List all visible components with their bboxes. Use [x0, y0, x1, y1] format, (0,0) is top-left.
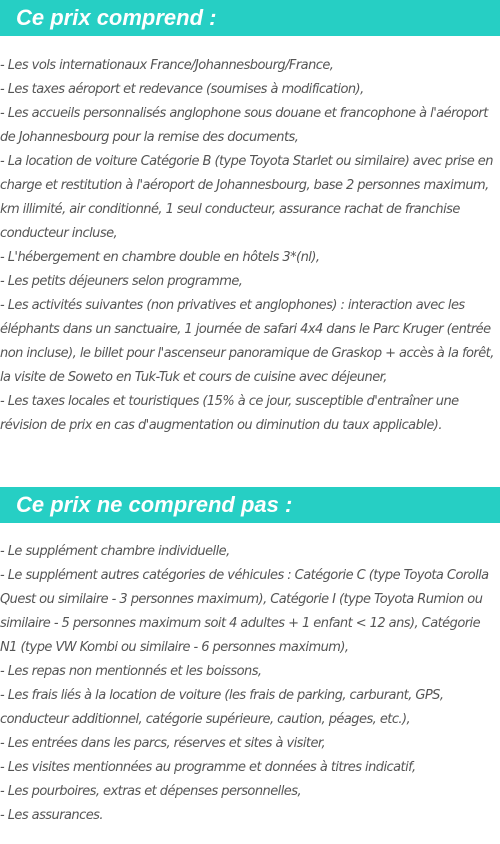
list-item: - L'hébergement en chambre double en hôtels 3*(nl),: [0, 250, 320, 265]
excluded-section-title: Ce prix ne comprend pas :: [0, 487, 500, 523]
list-item: - La location de voiture Catégorie B (type Toyota Starlet ou similaire) avec prise en charge et restitution à l'aéroport de Johannesbourg, base 2 personnes maximum, km illimité, air conditionné, 1 seul conducteur, assurance rachat de franchise conducteur incluse,: [0, 154, 493, 241]
list-item: - Les accueils personnalisés anglophone sous douane et francophone à l'aéroport de Johannesbourg pour la remise des documents,: [0, 106, 488, 145]
list-item: - Les taxes locales et touristiques (15% à ce jour, susceptible d'entraîner une révision de prix en cas d'augmentation ou diminution du taux applicable).: [0, 394, 459, 433]
included-list: [0, 54, 500, 438]
list-item: - Les repas non mentionnés et les boissons,: [0, 664, 262, 679]
list-item: - Les assurances.: [0, 808, 103, 823]
list-item: - Les entrées dans les parcs, réserves et sites à visiter,: [0, 736, 326, 751]
list-item: - Le supplément chambre individuelle,: [0, 544, 230, 559]
included-section-title: Ce prix comprend :: [0, 0, 500, 36]
list-item: - Le supplément autres catégories de véhicules : Catégorie C (type Toyota Corolla Quest ou similaire - 3 personnes maximum), Catégorie I (type Toyota Rumion ou similaire - 5 personnes maximum soit 4 adultes + 1 enfant < 12 ans), Catégorie N1 (type VW Kombi ou similaire - 6 personnes maximum),: [0, 568, 489, 655]
list-item: - Les frais liés à la location de voiture (les frais de parking, carburant, GPS, conducteur additionnel, catégorie supérieure, caution, péages, etc.),: [0, 688, 444, 727]
list-item: - Les petits déjeuners selon programme,: [0, 274, 243, 289]
list-item: - Les taxes aéroport et redevance (soumises à modification),: [0, 82, 364, 97]
list-item: - Les visites mentionnées au programme et données à titres indicatif,: [0, 760, 416, 775]
excluded-list: [0, 540, 500, 828]
list-item: - Les vols internationaux France/Johannesbourg/France,: [0, 58, 334, 73]
list-item: - Les pourboires, extras et dépenses personnelles,: [0, 784, 302, 799]
list-item: - Les activités suivantes (non privatives et anglophones) : interaction avec les éléphants dans un sanctuaire, 1 journée de safari 4x4 dans le Parc Kruger (entrée non incluse), le billet pour l'ascenseur panoramique de Graskop + accès à la forêt, la visite de Soweto en Tuk-Tuk et cours de cuisine avec déjeuner,: [0, 298, 494, 385]
